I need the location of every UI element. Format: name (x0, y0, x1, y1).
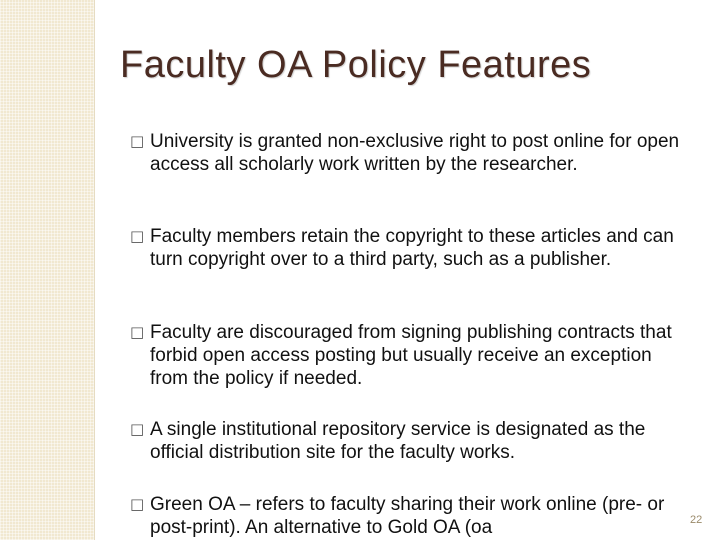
bullet-box-icon: □ (130, 420, 145, 438)
bullet-item (130, 225, 690, 271)
bullet-text: A single institutional repository service is designated as the official distribution site for the faculty works. (150, 419, 646, 463)
bullet-item (130, 418, 690, 464)
decorative-side-band (0, 0, 94, 540)
bullet-text: Faculty members retain the copyright to these articles and can turn copyright over to a third party, such as a publisher. (150, 226, 674, 270)
bullet-box-icon: □ (130, 323, 145, 341)
bullet-item (130, 493, 690, 539)
bullet-text: University is granted non-exclusive right to post online for open access all scholarly work written by the researcher. (150, 131, 680, 175)
bullet-text: Green OA – refers to faculty sharing their work online (pre- or post-print). An alternative to Gold OA (oa (150, 494, 665, 538)
bullet-item (130, 130, 690, 176)
bullet-text: Faculty are discouraged from signing publishing contracts that forbid open access posting but usually receive an exception from the policy if needed. (150, 322, 672, 389)
bullet-box-icon: □ (130, 495, 145, 513)
slide-number: 22 (690, 514, 703, 526)
slide-title: Faculty OA Policy Features (120, 44, 592, 86)
bullet-box-icon: □ (130, 227, 145, 245)
bullet-item (130, 321, 690, 390)
bullet-box-icon: □ (130, 132, 145, 150)
